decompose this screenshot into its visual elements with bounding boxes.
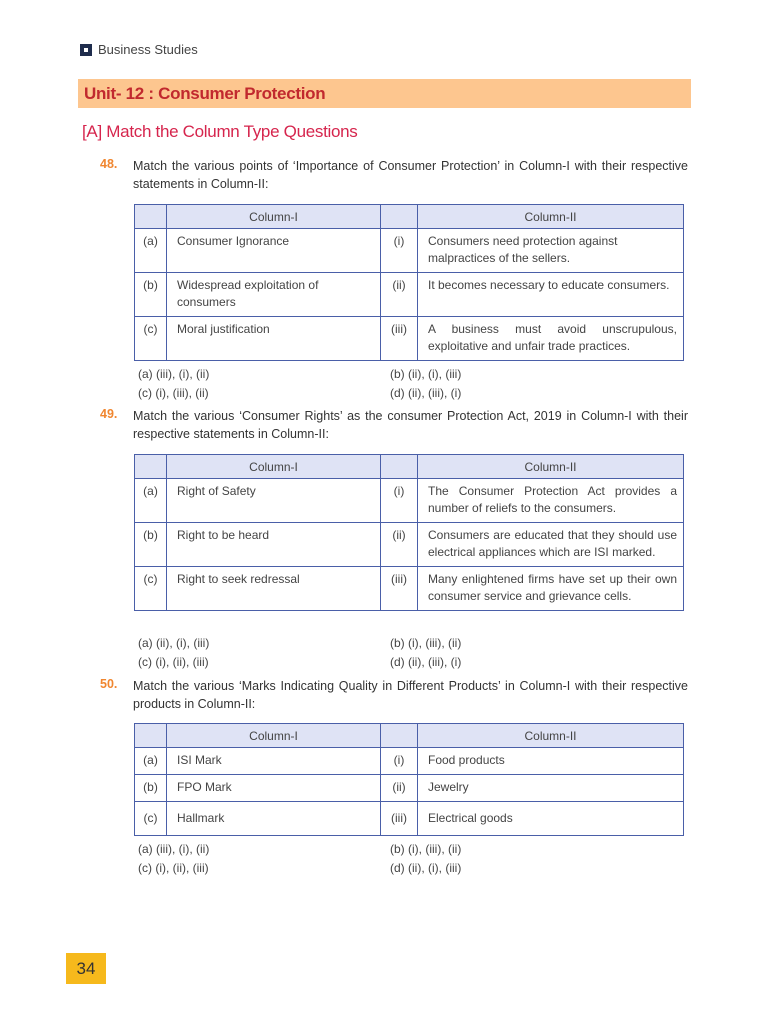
table-row bbox=[135, 523, 684, 567]
book-title: Business Studies bbox=[98, 42, 198, 57]
match-table-50 bbox=[134, 723, 684, 836]
option-b[interactable]: (b) (ii), (i), (iii) bbox=[390, 367, 462, 381]
column-1-cell: Right to be heard bbox=[167, 523, 381, 567]
question-50 bbox=[100, 677, 688, 713]
option-c[interactable]: (c) (i), (iii), (ii) bbox=[138, 386, 209, 400]
column-2-cell: Electrical goods bbox=[418, 802, 684, 836]
column-1-cell: Widespread exploitation of consumers bbox=[167, 273, 381, 317]
row-label: (ii) bbox=[381, 523, 418, 567]
table-header-row bbox=[135, 205, 684, 229]
table-row bbox=[135, 229, 684, 273]
question-text: Match the various ‘Consumer Rights’ as the consumer Protection Act, 2019 in Column-I with their respective statements in Column-II: bbox=[133, 409, 688, 441]
column-2-cell: Many enlightened firms have set up their own consumer service and grievance cells. bbox=[418, 567, 684, 611]
unit-banner bbox=[78, 79, 691, 108]
option-d[interactable]: (d) (ii), (i), (iii) bbox=[390, 861, 462, 875]
row-label: (iii) bbox=[381, 567, 418, 611]
column-2-cell: Consumers are educated that they should use electrical appliances which are ISI marked. bbox=[418, 523, 684, 567]
column-1-cell: Right of Safety bbox=[167, 479, 381, 523]
section-title: [A] Match the Column Type Questions bbox=[82, 122, 358, 141]
row-label: (iii) bbox=[381, 802, 418, 836]
table-row bbox=[135, 317, 684, 361]
row-label: (iii) bbox=[381, 317, 418, 361]
question-49 bbox=[100, 407, 688, 443]
row-label: (a) bbox=[135, 748, 167, 775]
running-header bbox=[80, 42, 198, 57]
question-48 bbox=[100, 157, 688, 193]
match-table-48 bbox=[134, 204, 684, 361]
column-1-header: Column-I bbox=[167, 205, 381, 229]
row-label: (i) bbox=[381, 229, 418, 273]
row-label: (c) bbox=[135, 317, 167, 361]
option-b[interactable]: (b) (i), (iii), (ii) bbox=[390, 842, 462, 856]
column-2-header: Column-II bbox=[418, 724, 684, 748]
row-label: (i) bbox=[381, 479, 418, 523]
column-1-cell: Right to seek redressal bbox=[167, 567, 381, 611]
row-label: (b) bbox=[135, 523, 167, 567]
option-d[interactable]: (d) (ii), (iii), (i) bbox=[390, 655, 462, 669]
unit-title: Unit- 12 : Consumer Protection bbox=[84, 83, 326, 103]
option-c[interactable]: (c) (i), (ii), (iii) bbox=[138, 655, 209, 669]
question-text: Match the various ‘Marks Indicating Quality in Different Products’ in Column-I with their respective products in Column-II: bbox=[133, 679, 688, 711]
column-2-cell: A business must avoid unscrupulous, exploitative and unfair trade practices. bbox=[418, 317, 684, 361]
table-row bbox=[135, 479, 684, 523]
option-a[interactable]: (a) (iii), (i), (ii) bbox=[138, 842, 210, 856]
column-2-cell: Food products bbox=[418, 748, 684, 775]
row-label: (b) bbox=[135, 273, 167, 317]
table-row bbox=[135, 567, 684, 611]
column-2-cell: The Consumer Protection Act provides a number of reliefs to the consumers. bbox=[418, 479, 684, 523]
column-2-cell: Jewelry bbox=[418, 775, 684, 802]
option-b[interactable]: (b) (i), (iii), (ii) bbox=[390, 636, 462, 650]
column-1-cell: ISI Mark bbox=[167, 748, 381, 775]
row-label: (i) bbox=[381, 748, 418, 775]
row-label: (a) bbox=[135, 229, 167, 273]
row-label: (c) bbox=[135, 567, 167, 611]
page-number: 34 bbox=[66, 953, 106, 984]
column-1-cell: Hallmark bbox=[167, 802, 381, 836]
table-header-row bbox=[135, 455, 684, 479]
column-2-cell: It becomes necessary to educate consumers. bbox=[418, 273, 684, 317]
table-row bbox=[135, 775, 684, 802]
row-label: (a) bbox=[135, 479, 167, 523]
question-text: Match the various points of ‘Importance of Consumer Protection’ in Column-I with their respective statements in Column-II: bbox=[133, 159, 688, 191]
table-row bbox=[135, 273, 684, 317]
table-row bbox=[135, 748, 684, 775]
column-2-header: Column-II bbox=[418, 205, 684, 229]
row-label: (b) bbox=[135, 775, 167, 802]
column-2-header: Column-II bbox=[418, 455, 684, 479]
column-1-header: Column-I bbox=[167, 724, 381, 748]
row-label: (ii) bbox=[381, 273, 418, 317]
question-number: 50. bbox=[100, 677, 118, 691]
option-a[interactable]: (a) (ii), (i), (iii) bbox=[138, 636, 210, 650]
table-row bbox=[135, 802, 684, 836]
option-d[interactable]: (d) (ii), (iii), (i) bbox=[390, 386, 462, 400]
column-1-cell: Moral justification bbox=[167, 317, 381, 361]
option-a[interactable]: (a) (iii), (i), (ii) bbox=[138, 367, 210, 381]
row-label: (c) bbox=[135, 802, 167, 836]
row-label: (ii) bbox=[381, 775, 418, 802]
question-number: 48. bbox=[100, 157, 118, 171]
match-table-49 bbox=[134, 454, 684, 611]
column-2-cell: Consumers need protection against malpractices of the sellers. bbox=[418, 229, 684, 273]
option-c[interactable]: (c) (i), (ii), (iii) bbox=[138, 861, 209, 875]
table-header-row bbox=[135, 724, 684, 748]
column-1-cell: Consumer Ignorance bbox=[167, 229, 381, 273]
column-1-cell: FPO Mark bbox=[167, 775, 381, 802]
answer-options-49 bbox=[138, 636, 658, 674]
answer-options-50 bbox=[138, 842, 658, 880]
question-number: 49. bbox=[100, 407, 118, 421]
square-bullet-icon bbox=[80, 44, 92, 56]
column-1-header: Column-I bbox=[167, 455, 381, 479]
answer-options-48 bbox=[138, 367, 658, 405]
